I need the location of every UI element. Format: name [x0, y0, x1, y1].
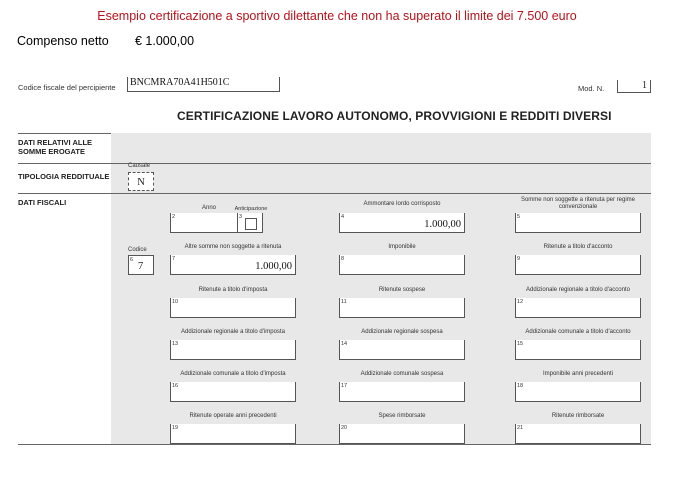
certification-title: CERTIFICAZIONE LAVORO AUTONOMO, PROVVIGIONI E REDDITI DIVERSI: [177, 109, 612, 123]
field-value: 1.000,00: [255, 261, 292, 272]
field-label: Ammontare lordo corrisposto: [363, 201, 441, 207]
field-box[interactable]: [170, 424, 296, 444]
causale-label: Causale: [128, 163, 151, 169]
field-label: Ritenute operate anni precedenti: [189, 413, 277, 419]
field-box[interactable]: [170, 340, 296, 360]
section-dati-fiscali: DATI FISCALI: [18, 198, 67, 207]
field-number: 14: [341, 341, 348, 347]
field-box[interactable]: [339, 213, 465, 233]
field-box[interactable]: [170, 382, 296, 402]
field-number: 16: [172, 383, 179, 389]
field-number: 3: [239, 214, 243, 220]
field-number: 9: [517, 256, 521, 262]
field-box[interactable]: [339, 424, 465, 444]
field-box[interactable]: [515, 298, 641, 318]
codice-label: Codice: [128, 247, 147, 253]
field-number: 11: [341, 299, 347, 305]
section-tipologia-reddituale: TIPOLOGIA REDDITUALE: [18, 172, 110, 181]
field-4[interactable]: [339, 201, 465, 233]
field-16[interactable]: [170, 371, 296, 402]
field-number: 17: [341, 383, 348, 389]
field-15[interactable]: [515, 329, 641, 360]
example-title: Esempio certificazione a sportivo dilettante che non ha superato il limite dei 7.500 euro: [97, 9, 577, 23]
field-number: 7: [172, 256, 176, 262]
anno-label: Anno: [201, 205, 216, 211]
field-box[interactable]: [170, 255, 296, 275]
field-box[interactable]: [339, 298, 465, 318]
field-12[interactable]: [515, 287, 641, 318]
field-7[interactable]: [170, 244, 296, 275]
field-number: 5: [517, 214, 521, 220]
form-bottom-rule: [18, 444, 651, 445]
compenso-netto-value: € 1.000,00: [135, 34, 195, 48]
field-label: Addizionale regionale a titolo d'acconto: [526, 287, 630, 293]
anticipazione-label: Anticipazione: [234, 206, 268, 212]
field-box[interactable]: [515, 340, 641, 360]
field-number: 8: [341, 256, 345, 262]
field-number: 21: [517, 425, 524, 431]
field-box[interactable]: [339, 382, 465, 402]
field-number: 10: [172, 299, 179, 305]
field-number: 19: [172, 425, 179, 431]
field-17[interactable]: [339, 371, 465, 402]
modulo-number-label: Mod. N.: [578, 84, 605, 93]
field-14[interactable]: [339, 329, 465, 360]
field-box[interactable]: [515, 213, 641, 233]
field-label: Ritenute sospese: [378, 287, 426, 293]
codice-value: 7: [138, 261, 144, 272]
field-21[interactable]: [515, 413, 641, 444]
field-label: Addizionale comunale a titolo d'imposta: [180, 371, 286, 377]
field-label: Somme non soggette a ritenuta per regime convenzionale: [520, 197, 636, 210]
section-divider: [18, 193, 651, 194]
field-label: Spese rimborsate: [378, 413, 426, 419]
field-box[interactable]: [515, 382, 641, 402]
field-label: Ritenute a titolo d'imposta: [198, 287, 268, 293]
field-label: Ritenute a titolo d'acconto: [543, 244, 613, 250]
field-value: 1.000,00: [424, 219, 461, 230]
section-divider: [18, 163, 651, 164]
field-20[interactable]: [339, 413, 465, 444]
compenso-netto-label: Compenso netto: [17, 34, 109, 48]
field-number: 12: [517, 299, 524, 305]
field-5[interactable]: [515, 197, 641, 233]
modulo-number-field[interactable]: 1: [617, 80, 651, 93]
causale-field[interactable]: N: [128, 172, 154, 191]
field-8[interactable]: [339, 244, 465, 275]
field-label: Ritenute rimborsate: [551, 413, 605, 419]
field-19[interactable]: [170, 413, 296, 444]
field-10[interactable]: [170, 287, 296, 318]
field-label: Imponibile: [388, 244, 416, 250]
field-number: 6: [130, 257, 134, 263]
field-label: Addizionale regionale a titolo d'imposta: [181, 329, 285, 335]
field-number: 15: [517, 341, 524, 347]
field-13[interactable]: [170, 329, 296, 360]
field-box[interactable]: [170, 298, 296, 318]
field-box[interactable]: [339, 255, 465, 275]
field-label: Addizionale comunale a titolo d'acconto: [525, 329, 631, 335]
field-label: Altre somme non soggette a ritenuta: [184, 244, 282, 250]
field-label: Imponibile anni precedenti: [542, 371, 614, 377]
anticipazione-checkbox[interactable]: [245, 218, 257, 230]
field-number: 18: [517, 383, 524, 389]
field-number: 13: [172, 341, 179, 347]
field-9[interactable]: [515, 244, 641, 275]
codice-fiscale-label: Codice fiscale del percipiente: [18, 83, 116, 92]
field-number: 20: [341, 425, 348, 431]
codice-fiscale-field[interactable]: BNCMRA70A41H501C: [127, 77, 280, 92]
field-number: 4: [341, 214, 345, 220]
codice-field[interactable]: [128, 255, 154, 275]
section-dati-relativi: DATI RELATIVI ALLE SOMME EROGATE: [18, 138, 93, 156]
field-number: 2: [172, 214, 176, 220]
field-18[interactable]: [515, 371, 641, 402]
field-label: Addizionale regionale sospesa: [361, 329, 443, 335]
anticipazione-field[interactable]: [237, 213, 263, 233]
field-label: Addizionale comunale sospesa: [360, 371, 444, 377]
field-box[interactable]: [339, 340, 465, 360]
field-box[interactable]: [515, 424, 641, 444]
field-box[interactable]: [515, 255, 641, 275]
field-11[interactable]: [339, 287, 465, 318]
